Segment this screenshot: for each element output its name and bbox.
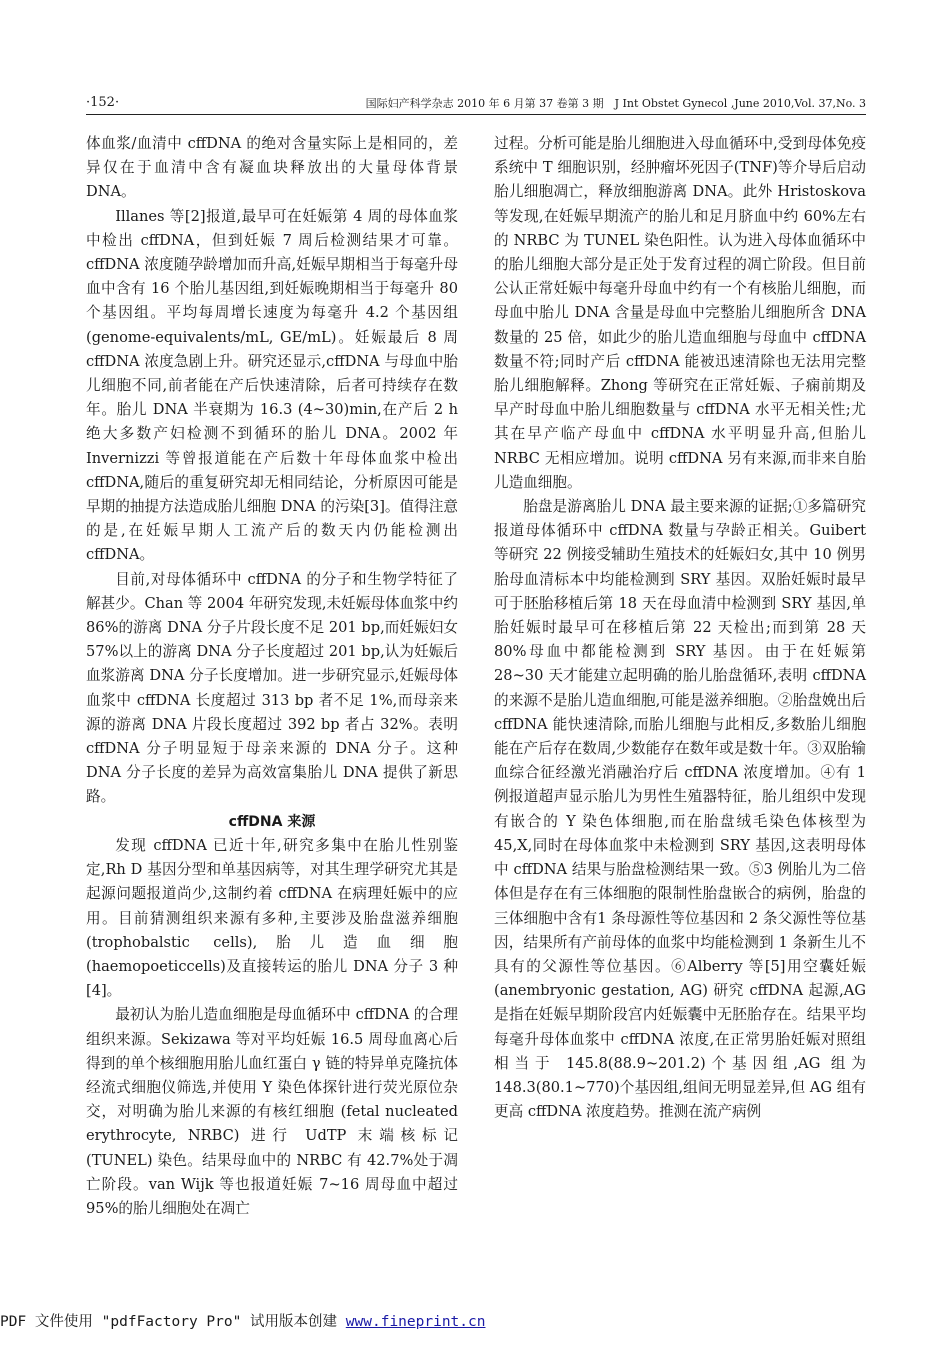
- paragraph: 体血浆/血清中 cffDNA 的绝对含量实际上是相同的，差异仅在于血清中含有凝血块释放出的大量母体背景 DNA。: [86, 135, 458, 201]
- right-column: [494, 132, 866, 1124]
- pdf-footer: [0, 1310, 485, 1331]
- journal-citation: 国际妇产科学杂志 2010 年 6 月第 37 卷第 3 期 J Int Obstet Gynecol ,June 2010,Vol. 37,No. 3: [365, 97, 866, 110]
- section-title: cffDNA 来源: [228, 813, 316, 830]
- paragraph: Illanes 等[2]报道,最早可在妊娠第 4 周的母体血浆中检出 cffDNA，但到妊娠 7 周后检测结果才可靠。cffDNA 浓度随孕龄增加而升高,妊娠早期相当于每毫升母血中含有 16 个胎儿基因组,到妊娠晚期相当于每毫升 80 个基因组。平均每周增长速度为每毫升 4.2 个基因组(genome-equivalents/mL, GE/mL)。妊娠最后 8 周 cffDNA 浓度急剧上升。研究还显示,cffDNA 与母血中胎儿细胞不同,前者能在产后快速清除，后者可持续存在数年。胎儿 DNA 半衰期为 16.3 (4~30)min,在产后 2 h 绝大多数产妇检测不到循环的胎儿 DNA。2002 年 Invernizzi 等曾报道能在产后数十年母体血浆中检出 cffDNA,随后的重复研究却无相同结论，分析原因可能是早期的抽提方法造成胎儿细胞 DNA 的污染[3]。值得注意的是,在妊娠早期人工流产后的数天内仍能检测出 cffDNA。: [86, 207, 458, 564]
- running-header: [86, 92, 866, 115]
- page-number: ·152·: [86, 95, 120, 110]
- paragraph: 最初认为胎儿造血细胞是母血循环中 cffDNA 的合理组织来源。Sekizawa 等对平均妊娠 16.5 周母血离心后得到的单个核细胞用胎儿血红蛋白 γ 链的特异单克隆抗体经流式细胞仪筛选,并使用 Y 染色体探针进行荧光原位杂交，对明确为胎儿来源的有核红细胞 (fetal nucleated erythrocyte, NRBC) 进行 UdTP 末端核标记 (TUNEL) 染色。结果母血中的 NRBC 有 42.7%处于凋亡阶段。van Wijk 等也报道妊娠 7~16 周母血中超过 95%的胎儿细胞处在凋亡: [86, 1006, 458, 1217]
- paragraph: 过程。分析可能是胎儿细胞进入母血循环中,受到母体免疫系统中 T 细胞识别，经肿瘤坏死因子(TNF)等介导后启动胎儿细胞凋亡，释放细胞游离 DNA。此外 Hristoskova 等发现,在妊娠早期流产的胎儿和足月脐血中约 60%左右的 NRBC 为 TUNEL 染色阳性。认为进入母体血循环中的胎儿细胞大部分是正处于发育过程的凋亡阶段。但目前公认正常妊娠中每毫升母血中约有一个有核胎儿细胞，而母血中胎儿 DNA 含量是母血中完整胎儿细胞所含 DNA 数量的 25 倍，如此少的胎儿造血细胞与母血中 cffDNA 数量不符;同时产后 cffDNA 能被迅速清除也无法用完整胎儿细胞解释。Zhong 等研究在正常妊娠、子痫前期及早产时母血中胎儿细胞数量与 cffDNA 水平无相关性;尤其在早产临产母血中 cffDNA 水平明显升高,但胎儿 NRBC 无相应增加。说明 cffDNA 另有来源,而非来自胎儿造血细胞。: [494, 135, 866, 491]
- paragraph: 目前,对母体循环中 cffDNA 的分子和生物学特征了解甚少。Chan 等 2004 年研究发现,未妊娠母体血浆中约 86%的游离 DNA 分子片段长度不足 201 bp,而妊娠妇女 57%以上的游离 DNA 分子长度超过 201 bp,认为妊娠后血浆游离 DNA 分子长度增加。进一步研究显示,妊娠母体血浆中 cffDNA 长度超过 313 bp 者不足 1%,而母亲来源的游离 DNA 片段长度超过 392 bp 者占 32%。表明 cffDNA 分子明显短于母亲来源的 DNA 分子。这种 DNA 分子长度的差异为高效富集胎儿 DNA 提供了新思路。: [86, 570, 458, 806]
- paragraph: 发现 cffDNA 已近十年,研究多集中在胎儿性别鉴定,Rh D 基因分型和单基因病等，对其生理学研究尤其是起源问题报道尚少,这制约着 cffDNA 在病理妊娠中的应用。目前猜测组织来源有多种,主要涉及胎盘滋养细胞(trophobalstic cells),胎儿造血细胞(haemopoeticcells)及直接转运的胎儿 DNA 分子 3 种[4]。: [86, 836, 458, 1000]
- left-column: [86, 132, 458, 1221]
- footer-link[interactable]: www.fineprint.cn: [345, 1314, 486, 1330]
- paragraph: 胎盘是游离胎儿 DNA 最主要来源的证据;①多篇研究报道母体循环中 cffDNA 数量与孕龄正相关。Guibert 等研究 22 例接受辅助生殖技术的妊娠妇女,其中 10 例男胎母血清标本中均能检测到 SRY 基因。双胎妊娠时最早可于胚胎移植后第 18 天在母血清中检测到 SRY 基因,单胎妊娠时最早可在移植后第 22 天检出;而到第 28 天 80%母血中都能检测到 SRY 基因。由于在妊娠第 28~30 天才能建立起明确的胎儿胎盘循环,表明 cffDNA 的来源不是胎儿造血细胞,可能是滋养细胞。②胎盘娩出后 cffDNA 能快速清除,而胎儿细胞与此相反,多数胎儿细胞能在产后存在数周,少数能存在数年或是数十年。③双胎输血综合征经激光消融治疗后 cffDNA 浓度增加。④有 1 例报道超声显示胎儿为男性生殖器特征，胎儿组织中发现有嵌合的 Y 染色体细胞,而在胎盘绒毛染色体核型为 45,X,同时在母体血浆中未检测到 SRY 基因,这表明母体中 cffDNA 结果与胎盘检测结果一致。⑤3 例胎儿为二倍体但是存在有三体细胞的限制性胎盘嵌合的病例，胎盘的三体细胞中含有1 条母源性等位基因和 2 条父源性等位基因，结果所有产前母体的血浆中均能检测到 1 条新生儿不具有的父源性等位基因。⑥Alberry 等[5]用空囊妊娠(anembryonic gestation, AG) 研究 cffDNA 起源,AG 是指在妊娠早期阶段宫内妊娠囊中无胚胎存在。结果平均每毫升母体血浆中 cffDNA 浓度,在正常男胎妊娠对照组相当于 145.8(88.9~201.2)个基因组,AG 组为 148.3(80.1~770)个基因组,组间无明显差异,但 AG 组有更高 cffDNA 浓度趋势。推测在流产病例: [494, 498, 866, 1121]
- footer-text: PDF 文件使用 "pdfFactory Pro" 试用版本创建: [0, 1314, 346, 1330]
